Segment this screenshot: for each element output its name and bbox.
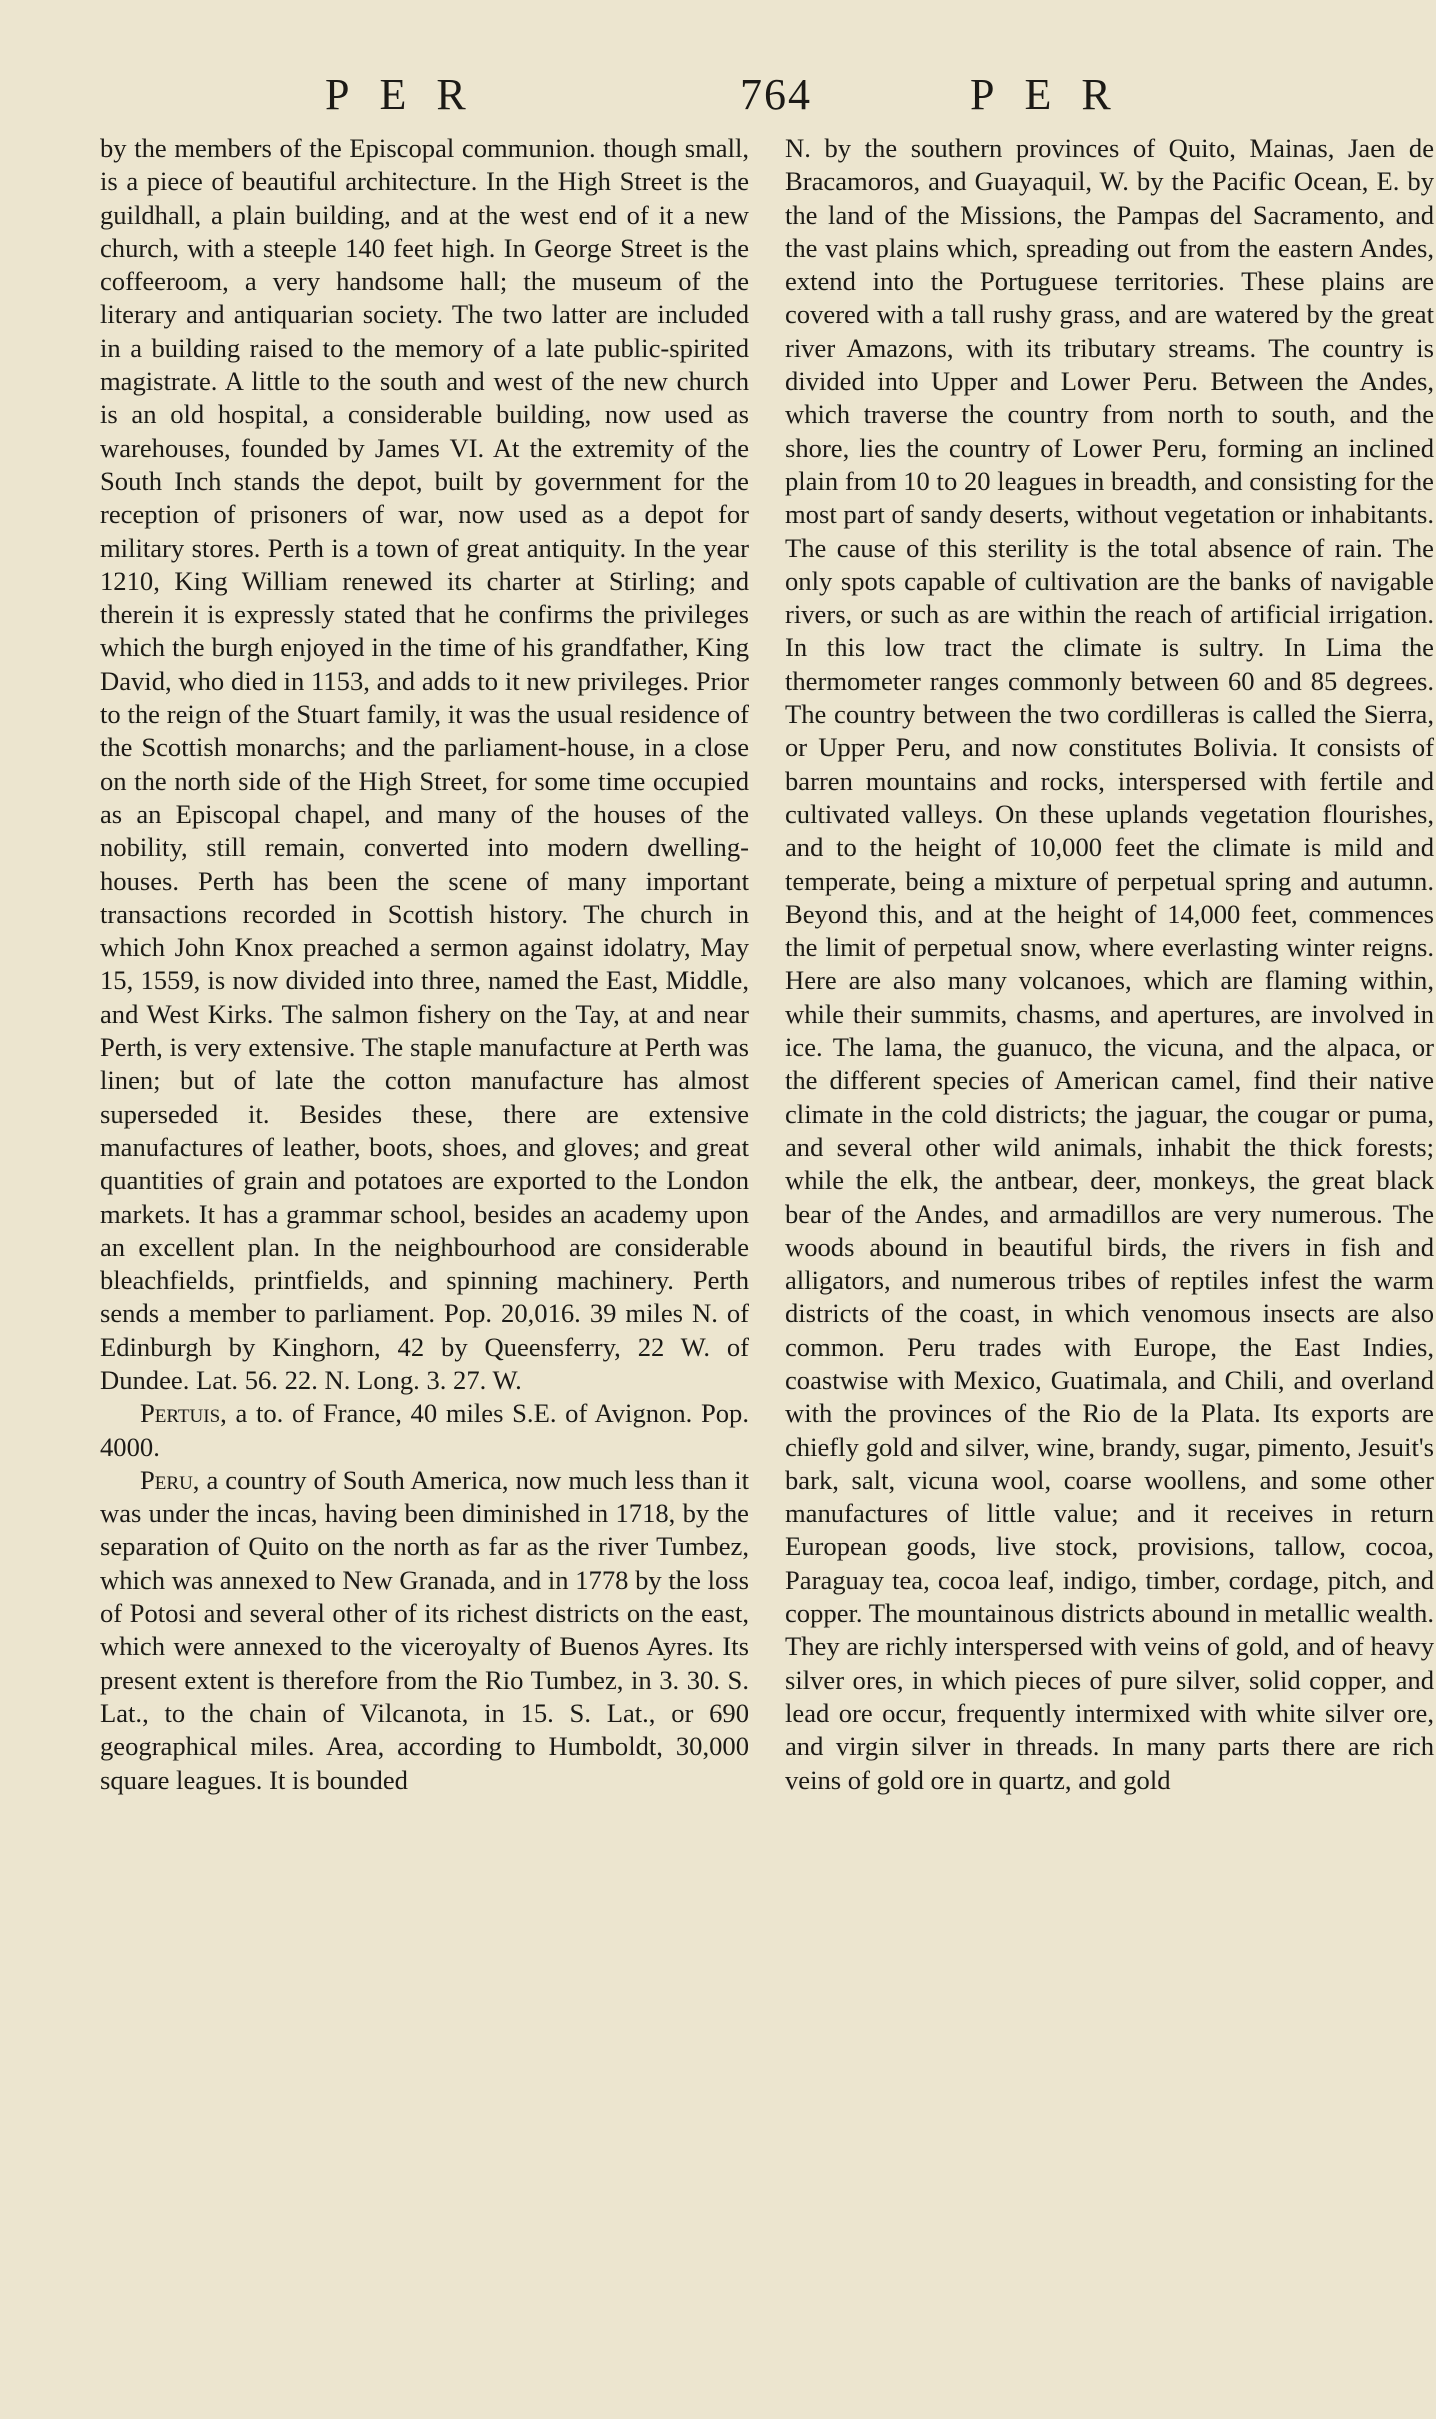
entry-headword: Pertuis [140, 1398, 221, 1429]
running-head-right: PER [970, 70, 1141, 119]
right-column [785, 132, 1434, 1797]
entry-headword: Peru [140, 1464, 193, 1495]
entry-text: , a country of South America, now much less than it was under the incas, having been diminished in 1718, by the separation of Quito on the north as far as the river Tumbez, which was annexed to New Granada, and in 1778 by the loss of Potosi and several other of its richest districts on the east, which were annexed to the viceroyalty of Buenos Ayres. Its present extent is therefore from the Rio Tumbez, in 3. 30. S. Lat., to the chain of Vilcanota, in 15. S. Lat., or 690 geographical miles. Area, according to Humboldt, 30,000 square leagues. It is bounded [100, 1464, 749, 1795]
entry-text: , a to. of France, 40 miles S.E. of Avignon. Pop. 4000. [100, 1398, 749, 1462]
page-header [100, 60, 1380, 130]
left-column [100, 132, 749, 1797]
perth-entry-continuation: by the members of the Episcopal communion. though small, is a piece of beautiful architecture. In the High Street is the guildhall, a plain building, and at the west end of it a new church, with a steeple 140 feet high. In George Street is the coffeeroom, a very handsome hall; the museum of the literary and antiquarian society. The two latter are included in a building raised to the memory of a late public-spirited magistrate. A little to the south and west of the new church is an old hospital, a considerable building, now used as warehouses, founded by James VI. At the extremity of the South Inch stands the depot, built by government for the reception of prisoners of war, now used as a depot for military stores. Perth is a town of great antiquity. In the year 1210, King William renewed its charter at Stirling; and therein it is expressly stated that he confirms the privileges which the burgh enjoyed in the time of his grandfather, King David, who died in 1153, and adds to it new privileges. Prior to the reign of the Stuart family, it was the usual residence of the Scottish monarchs; and the parliament-house, in a close on the north side of the High Street, for some time occupied as an Episcopal chapel, and many of the houses of the nobility, still remain, converted into modern dwelling-houses. Perth has been the scene of many important transactions recorded in Scottish history. The church in which John Knox preached a sermon against idolatry, May 15, 1559, is now divided into three, named the East, Middle, and West Kirks. The salmon fishery on the Tay, at and near Perth, is very extensive. The staple manufacture at Perth was linen; but of late the cotton manufacture has almost superseded it. Besides these, there are extensive manufactures of leather, boots, shoes, and gloves; and great quantities of grain and potatoes are exported to the London markets. It has a grammar school, besides an academy upon an excellent plan. In the neighbourhood are considerable bleachfields, printfields, and spinning machinery. Perth sends a member to parliament. Pop. 20,016. 39 miles N. of Edinburgh by Kinghorn, 42 by Queensferry, 22 W. of Dundee. Lat. 56. 22. N. Long. 3. 27. W. [100, 133, 749, 1395]
peru-entry [100, 1464, 749, 1797]
pertuis-entry [100, 1397, 749, 1464]
page-number: 764 [740, 70, 812, 119]
peru-entry-continuation: N. by the southern provinces of Quito, Mainas, Jaen de Bracamoros, and Guayaquil, W. by the Pacific Ocean, E. by the land of the Missions, the Pampas del Sacramento, and the vast plains which, spreading out from the eastern Andes, extend into the Portuguese territories. These plains are covered with a tall rushy grass, and are watered by the great river Amazons, with its tributary streams. The country is divided into Upper and Lower Peru. Between the Andes, which traverse the country from north to south, and the shore, lies the country of Lower Peru, forming an inclined plain from 10 to 20 leagues in breadth, and consisting for the most part of sandy deserts, without vegetation or inhabitants. The cause of this sterility is the total absence of rain. The only spots capable of cultivation are the banks of navigable rivers, or such as are within the reach of artificial irrigation. In this low tract the climate is sultry. In Lima the thermometer ranges commonly between 60 and 85 degrees. The country between the two cordilleras is called the Sierra, or Upper Peru, and now constitutes Bolivia. It consists of barren mountains and rocks, interspersed with fertile and cultivated valleys. On these uplands vegetation flourishes, and to the height of 10,000 feet the climate is mild and temperate, being a mixture of perpetual spring and autumn. Beyond this, and at the height of 14,000 feet, commences the limit of perpetual snow, where everlasting winter reigns. Here are also many volcanoes, which are flaming within, while their summits, chasms, and apertures, are involved in ice. The lama, the guanuco, the vicuna, and the alpaca, or the different species of American camel, find their native climate in the cold districts; the jaguar, the cougar or puma, and several other wild animals, inhabit the thick forests; while the elk, the antbear, deer, monkeys, the great black bear of the Andes, and armadillos are very numerous. The woods abound in beautiful birds, the rivers in fish and alligators, and numerous tribes of reptiles infest the warm districts of the coast, in which venomous insects are also common. Peru trades with Europe, the East Indies, coastwise with Mexico, Guatimala, and Chili, and overland with the provinces of the Rio de la Plata. Its exports are chiefly gold and silver, wine, brandy, sugar, pimento, Jesuit's bark, salt, vicuna wool, coarse woollens, and some other manufactures of little value; and it receives in return European goods, live stock, provisions, tallow, cocoa, Paraguay tea, cocoa leaf, indigo, timber, cordage, pitch, and copper. The mountainous districts abound in metallic wealth. They are richly interspersed with veins of gold, and of heavy silver ores, in which pieces of pure silver, solid copper, and lead ore occur, frequently intermixed with white silver ore, and virgin silver in threads. In many parts there are rich veins of gold ore in quartz, and gold [785, 133, 1434, 1795]
running-head-left: PER [325, 70, 496, 119]
